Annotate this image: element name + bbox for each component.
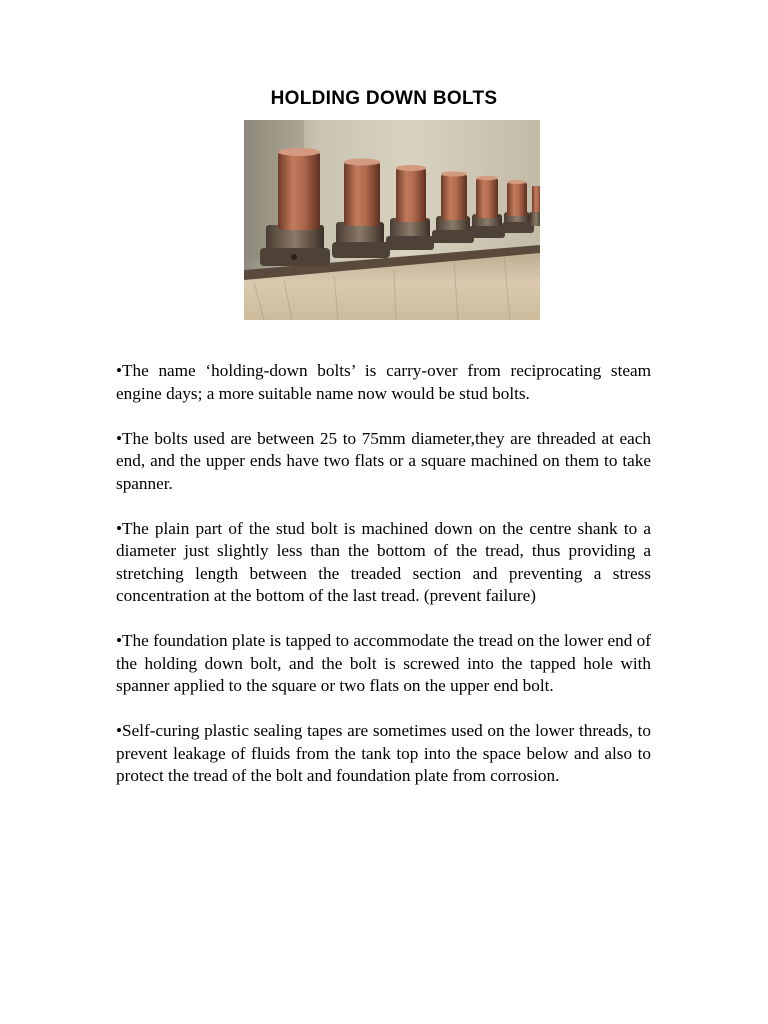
paragraph-bolt-size: •The bolts used are between 25 to 75mm diameter,they are threaded at each end, and the upper ends have two flats or a square machined on them to take spanner. bbox=[116, 428, 651, 493]
paragraph-name-origin: •The name ‘holding-down bolts’ is carry-over from reciprocating steam engine days; a more suitable name now would be stud bolts. bbox=[116, 361, 651, 403]
paragraph-foundation-plate: •The foundation plate is tapped to accommodate the tread on the lower end of the holding down bolt, and the bolt is screwed into the tapped hole with spanner applied to the square or two flats on the upper end bolt. bbox=[116, 631, 651, 695]
page-title: HOLDING DOWN BOLTS bbox=[270, 88, 498, 109]
body-text bbox=[116, 360, 651, 810]
paragraph-plain-part: •The plain part of the stud bolt is machined down on the centre shank to a diameter just slightly less than the bottom of the tread, thus providing a stretching length between the treaded section and preventing a stress concentration at the bottom of the last tread. (prevent failure) bbox=[116, 518, 651, 605]
paragraph-sealing-tapes: •Self-curing plastic sealing tapes are sometimes used on the lower threads, to prevent leakage of fluids from the tank top into the space below and also to protect the tread of the bolt and foundation plate from corrosion. bbox=[116, 721, 651, 785]
bolts-photo bbox=[244, 120, 540, 320]
